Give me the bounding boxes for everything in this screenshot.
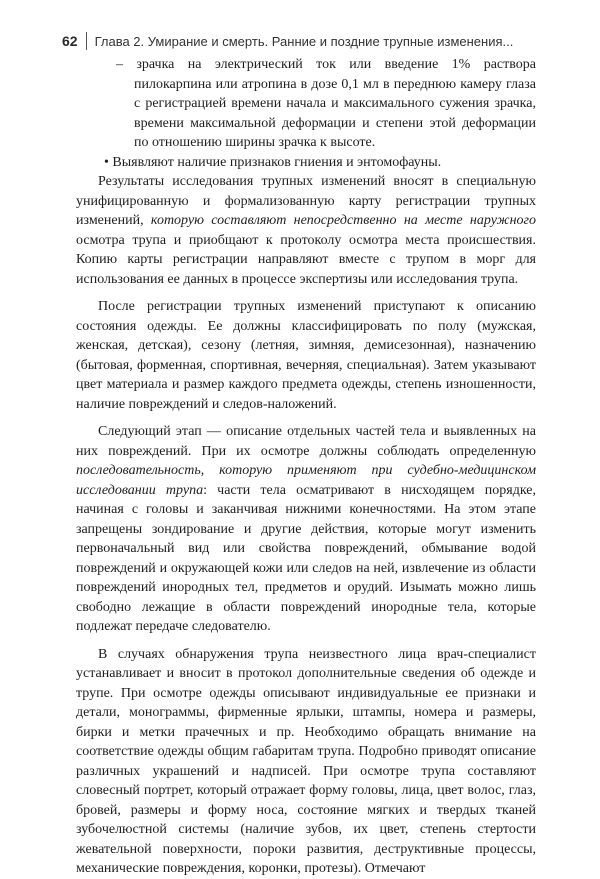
paragraph-unknown-person: В случаях обнаружения трупа неизвестного лица врач-специалист устанавливает и вносит в протокол дополнительные сведения об одежде и трупе. При осмотре одежды описывают индивидуальные ее признаки и детали, монограммы, фирменные ярлыки, штампы, номера и размеры, бирки и метки прачечных и пр. Необходимо обращать внимание на соответствие одежды общим габаритам трупа. Подробно приводят описание различных украшений и надписей. При осмотре трупа составляют словесный портрет, который отражает форму головы, лица, цвет волос, глаз, бровей, размеры и форму носа, состояние мягких и твердых тканей зубочелюстной системы (наличие зубов, их цвет, степень стертости жевательной поверхности, пороки развития, деструктивные процессы, механические повреждения, коронки, протезы). Отмечают [76, 646, 536, 876]
page-header [62, 28, 562, 54]
page-body [76, 55, 536, 879]
text-run: Следующий этап — описание отдельных частей тела и выявленных на них повреждений. При их осмотре должны соблюдать определенную [76, 424, 536, 459]
paragraph-clothing: После регистрации трупных изменений приступают к описанию состояния одежды. Ее должны классифицировать по полу (мужская, женская, детская), сезону (летняя, зимняя, демисезонная), назначению (бытовая, форменная, спортивная, вечерняя, специальная). Затем указывают цвет материала и размер каждого предмета одежды, степень изношенности, наличие повреждений и следов-наложений. [76, 299, 536, 412]
italic-run: последовательность [76, 463, 201, 478]
page-number: 62 [62, 33, 78, 49]
italic-run: которую применяют при судебно-медицинском исследовании трупа [76, 463, 537, 498]
text-run: осмотра трупа и приобщают к протоколу осмотра места происшествия. Копию карты регистрации направляют вместе с трупом в морг для использования ее данных в процессе экспертизы или исследования трупа. [76, 232, 536, 287]
italic-run: которую составляют непосредственно на месте наружного [150, 213, 536, 228]
running-head: Глава 2. Умирание и смерть. Ранние и поздние трупные изменения... [94, 33, 514, 49]
paragraph-body-parts [76, 422, 536, 637]
text-run: , [200, 463, 220, 478]
text-run: : части тела осматривают в нисходящем порядке, начиная с головы и заканчивая нижними конечностями. На этом этапе запрещены зондирование и другие действия, которые могут изменить первоначальный вид или свойства повреждений, обмывание водой повреждений и окружающей кожи или следов на ней, извлечение из области повреждений инородных тел, предметов и орудий. Изымать можно лишь свободно лежащие в области повреждений инородные тела, которые подлежат передаче следователю. [76, 482, 536, 634]
header-divider [86, 32, 87, 50]
text-run: Результаты исследования трупных изменений вносят в специальную унифицированную и формализованную карту регистрации трупных изменений, [76, 174, 536, 228]
paragraph-registration-card [76, 172, 536, 289]
dash-list-item: – зрачка на электрический ток или введение 1% раствора пилокарпина или атропина в дозе 0,1 мл в переднюю камеру глаза с регистрацией времени начала и максимального сужения зрачка, времени максимальной деформации и степени этой деформации по отношению ширины зрачка к высоте. [116, 57, 536, 150]
bullet-list-item: • Выявляют наличие признаков гниения и энтомофауны. [104, 154, 442, 170]
